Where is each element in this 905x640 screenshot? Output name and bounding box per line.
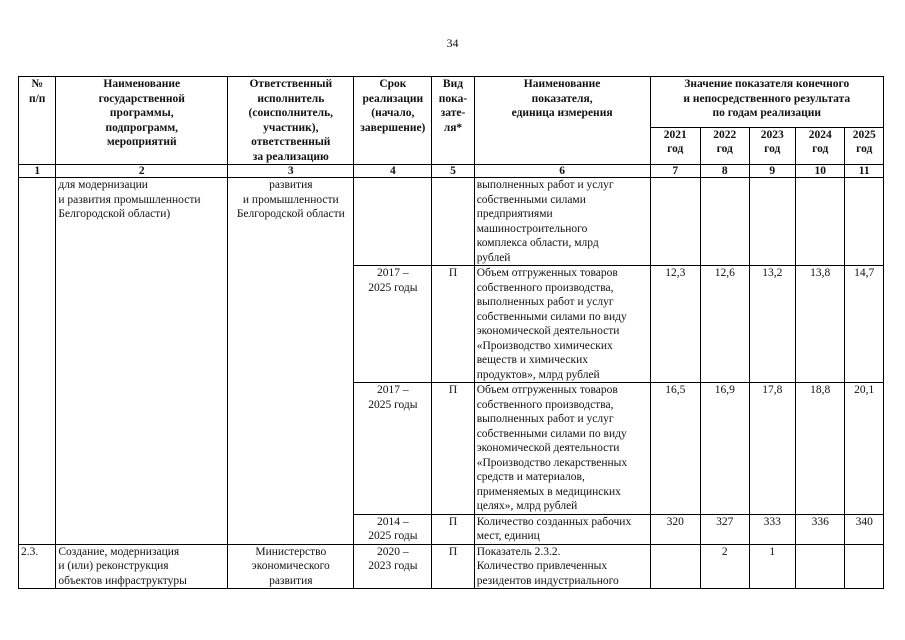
header-num: № п/п	[19, 77, 56, 165]
value-cell: 12,3	[650, 266, 701, 383]
type-cell	[432, 178, 474, 266]
value-cell	[845, 178, 884, 266]
header-responsible: Ответственный исполнитель (соисполнитель, участник), ответственный за реализацию	[228, 77, 354, 165]
value-cell: 16,9	[701, 383, 750, 515]
value-cell: 16,5	[650, 383, 701, 515]
header-year: 2025 год	[845, 127, 884, 164]
header-year: 2021 год	[650, 127, 701, 164]
responsible-cell: Министерство экономического развития	[228, 544, 354, 589]
value-cell: 13,8	[795, 266, 845, 383]
value-cell	[845, 544, 884, 589]
header-row	[19, 77, 884, 128]
value-cell	[650, 544, 701, 589]
column-number: 8	[701, 165, 750, 178]
value-cell	[701, 178, 750, 266]
term-cell: 2017 – 2025 годы	[354, 383, 432, 515]
value-cell: 20,1	[845, 383, 884, 515]
value-cell: 14,7	[845, 266, 884, 383]
indicator-cell: Количество созданных рабочих мест, единиц	[474, 514, 650, 544]
value-cell	[650, 178, 701, 266]
value-cell: 12,6	[701, 266, 750, 383]
value-cell	[749, 178, 795, 266]
column-number: 3	[228, 165, 354, 178]
column-number: 11	[845, 165, 884, 178]
header-year: 2023 год	[749, 127, 795, 164]
measure-name-cell: Создание, модернизация и (или) реконструкция объектов инфраструктуры	[56, 544, 228, 589]
column-number: 9	[749, 165, 795, 178]
type-cell: П	[432, 266, 474, 383]
column-number: 7	[650, 165, 701, 178]
term-cell: 2017 – 2025 годы	[354, 266, 432, 383]
header-values-group: Значение показателя конечного и непосредственного результата по годам реализации	[650, 77, 884, 128]
term-cell: 2014 – 2025 годы	[354, 514, 432, 544]
indicator-cell: Объем отгруженных товаров собственного производства, выполненных работ и услуг собственными силами по виду экономической деятельности «Производство химических веществ и химических продуктов», млрд рублей	[474, 266, 650, 383]
responsible-cell: развития и промышленности Белгородской области	[228, 178, 354, 545]
row-num-cell: 2.3.	[19, 544, 56, 589]
value-cell	[795, 544, 845, 589]
indicator-cell: Объем отгруженных товаров собственного производства, выполненных работ и услуг собственными силами по виду экономической деятельности «Производство лекарственных средств и материалов, применяемых в медицинских целях», млрд рублей	[474, 383, 650, 515]
value-cell: 1	[749, 544, 795, 589]
header-name: Наименование государственной программы, подпрограмм, мероприятий	[56, 77, 228, 165]
value-cell: 2	[701, 544, 750, 589]
term-cell: 2020 – 2023 годы	[354, 544, 432, 589]
column-number: 10	[795, 165, 845, 178]
column-number: 2	[56, 165, 228, 178]
table-row	[19, 544, 884, 589]
column-number: 5	[432, 165, 474, 178]
value-cell	[795, 178, 845, 266]
column-number: 6	[474, 165, 650, 178]
value-cell: 320	[650, 514, 701, 544]
indicator-cell: Показатель 2.3.2. Количество привлеченных резидентов индустриального	[474, 544, 650, 589]
value-cell: 13,2	[749, 266, 795, 383]
column-numbers-row	[19, 165, 884, 178]
header-year: 2022 год	[701, 127, 750, 164]
header-year: 2024 год	[795, 127, 845, 164]
table-row	[19, 178, 884, 266]
type-cell: П	[432, 544, 474, 589]
type-cell: П	[432, 514, 474, 544]
term-cell	[354, 178, 432, 266]
row-num-cell	[19, 178, 56, 545]
value-cell: 340	[845, 514, 884, 544]
type-cell: П	[432, 383, 474, 515]
header-type: Вид пока- зате- ля*	[432, 77, 474, 165]
header-indicator: Наименование показателя, единица измерения	[474, 77, 650, 165]
value-cell: 327	[701, 514, 750, 544]
indicators-table	[18, 76, 884, 589]
page-number: 34	[446, 36, 459, 50]
value-cell: 336	[795, 514, 845, 544]
value-cell: 18,8	[795, 383, 845, 515]
column-number: 1	[19, 165, 56, 178]
column-number: 4	[354, 165, 432, 178]
value-cell: 333	[749, 514, 795, 544]
measure-name-cell: для модернизации и развития промышленности Белгородской области)	[56, 178, 228, 545]
indicator-cell: выполненных работ и услуг собственными силами предприятиями машиностроительного комплекса области, млрд рублей	[474, 178, 650, 266]
header-term: Срок реализации (начало, завершение)	[354, 77, 432, 165]
value-cell: 17,8	[749, 383, 795, 515]
